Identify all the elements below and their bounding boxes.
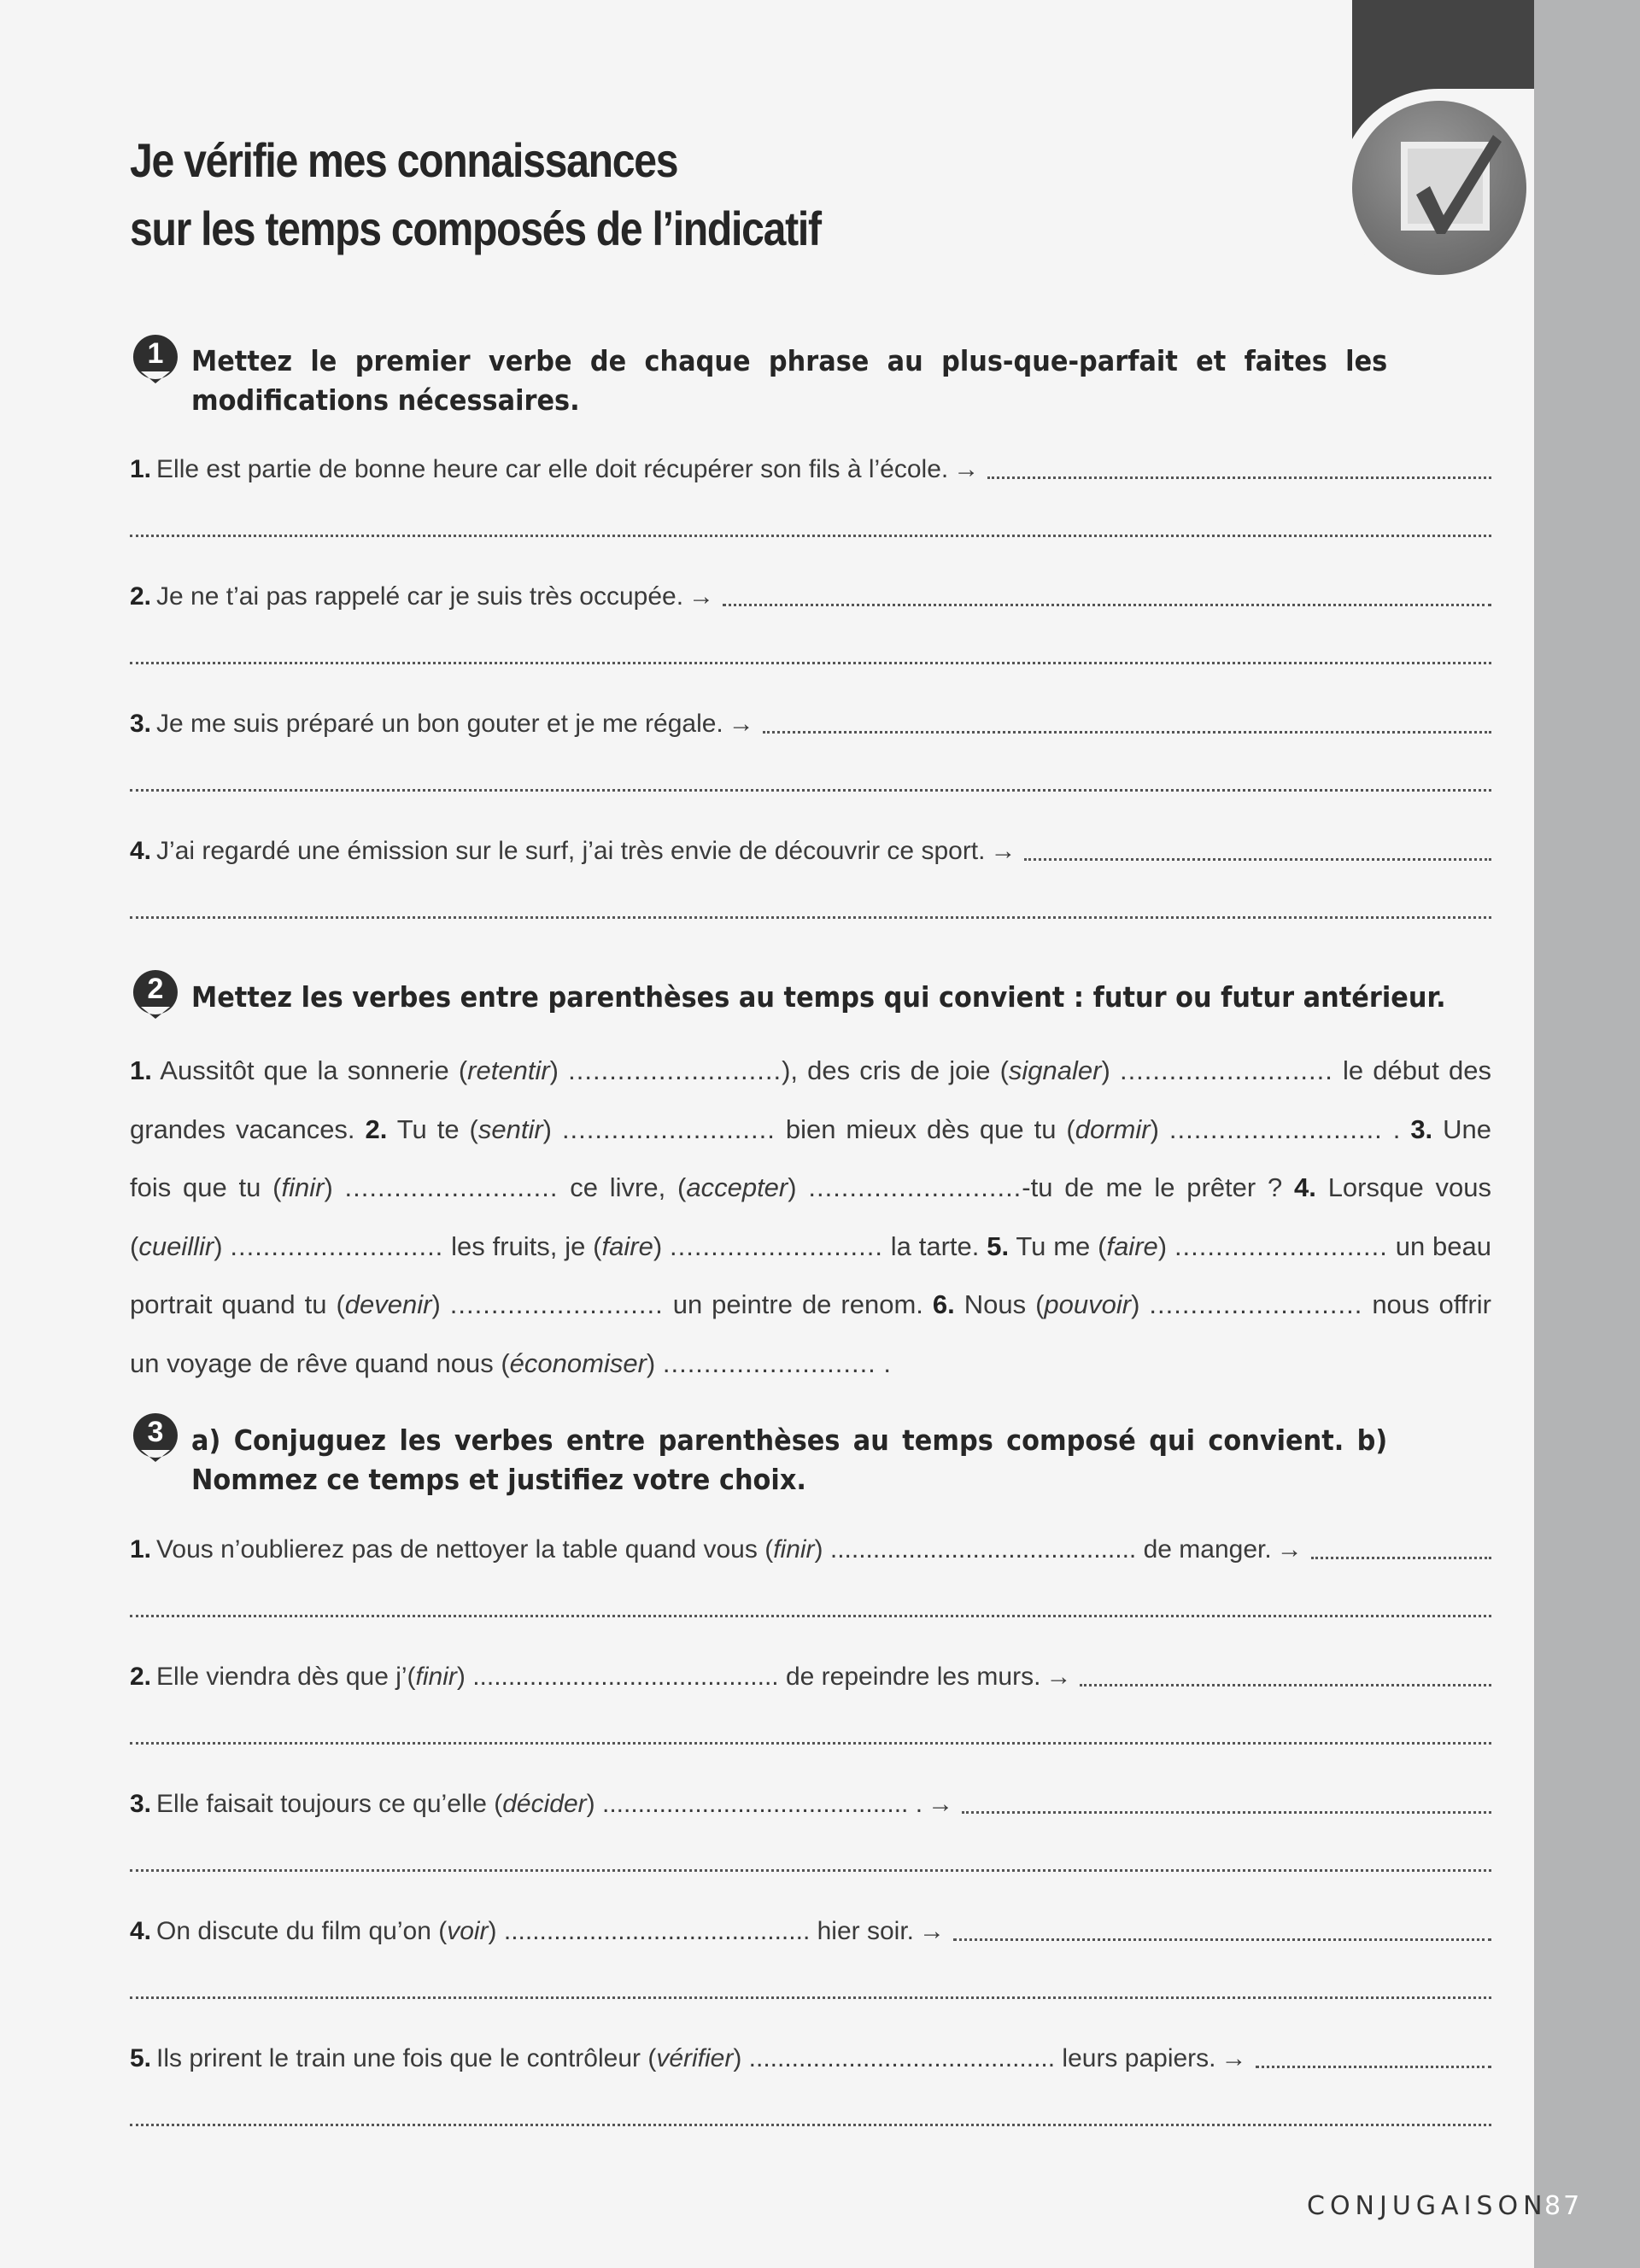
item-number: 2. (130, 1663, 152, 1691)
exercise-number-2 (131, 967, 180, 1020)
text: ) (646, 1347, 656, 1378)
page-title-line-1: Je vérifie mes connaissances (130, 133, 678, 187)
answer-blank[interactable]: .......................... (808, 1172, 1022, 1202)
text: Aussitôt que la sonnerie ( (160, 1055, 468, 1085)
text: ) (549, 1055, 559, 1085)
verb: retentir (467, 1055, 550, 1085)
item-text: Je ne t’ai pas rappelé car je suis très occupée. (156, 582, 684, 611)
exercise-number-label: 3 (147, 1416, 164, 1448)
item-text: Je me suis préparé un bon gouter et je me régale. (156, 710, 723, 738)
arrow-icon: → (953, 455, 980, 483)
text: ) (653, 1230, 663, 1261)
answer-line[interactable] (130, 535, 1491, 537)
answer-line[interactable] (130, 1869, 1491, 1872)
footer-section: CONJUGAISON (1307, 2191, 1548, 2221)
page-number: 87 (1544, 2191, 1583, 2221)
item-number: 5. (130, 2044, 152, 2072)
ex3-item-4[interactable] (130, 1908, 1491, 1949)
answer-blank[interactable]: .......................... (230, 1230, 444, 1261)
text: ) (542, 1114, 552, 1144)
item-number: 4. (130, 837, 152, 865)
verb: finir (415, 1663, 457, 1691)
text: ce livre, ( (570, 1172, 687, 1202)
item-number: 2. (130, 582, 152, 611)
item-text: Elle faisait toujours ce qu’elle ( (156, 1790, 503, 1818)
arrow-icon: → (1046, 1663, 1072, 1691)
item-text: ) ........................................... de repeindre les murs. (456, 1663, 1041, 1691)
verb: dormir (1075, 1114, 1151, 1144)
ex3-item-5[interactable] (130, 2035, 1491, 2076)
ex1-item-4[interactable] (130, 827, 1491, 868)
item-number: 4. (1294, 1172, 1316, 1202)
answer-blank[interactable] (1311, 1557, 1491, 1559)
item-text: ) ........................................... hier soir. (488, 1917, 914, 1945)
page-title (130, 126, 1085, 263)
text: ) (1101, 1055, 1110, 1085)
text: . (876, 1347, 892, 1378)
item-number: 1. (130, 1055, 152, 1085)
answer-blank[interactable] (962, 1811, 1491, 1814)
answer-line[interactable] (130, 789, 1491, 792)
answer-blank[interactable]: .......................... (670, 1230, 883, 1261)
answer-blank[interactable] (723, 604, 1491, 606)
text: Lorsque vous ( (130, 1172, 1491, 1261)
exercise-number-3 (131, 1411, 180, 1464)
text: un peintre de renom. (672, 1289, 923, 1319)
verb: devenir (344, 1289, 432, 1319)
item-text: ) ........................................... de manger. (814, 1535, 1272, 1564)
answer-blank[interactable] (987, 476, 1491, 479)
ex3-item-1[interactable] (130, 1526, 1491, 1567)
item-text: Ils prirent le train une fois que le contrôleur ( (156, 2044, 657, 2072)
text: Tu me ( (1016, 1230, 1107, 1261)
ex1-item-2[interactable] (130, 573, 1491, 614)
verb: signaler (1008, 1055, 1102, 1085)
answer-blank[interactable] (1024, 858, 1491, 861)
item-text: On discute du film qu’on ( (156, 1917, 448, 1945)
arrow-icon: → (728, 710, 754, 738)
answer-line[interactable] (130, 2124, 1491, 2126)
item-number: 4. (130, 1917, 152, 1945)
text: ) (1157, 1230, 1168, 1261)
text: ) (214, 1230, 223, 1261)
answer-blank[interactable]: .......................... (1119, 1055, 1333, 1085)
item-number: 2. (365, 1114, 388, 1144)
item-text: Elle est partie de bonne heure car elle doit récupérer son fils à l’école. (156, 455, 949, 483)
answer-blank[interactable]: .......................... (1174, 1230, 1388, 1261)
exercise-2-paragraph (130, 1042, 1491, 1393)
answer-line[interactable] (130, 1996, 1491, 1999)
item-number: 1. (130, 1535, 152, 1564)
text: ) (1150, 1114, 1159, 1144)
answer-blank[interactable] (1080, 1684, 1491, 1686)
text: . (1382, 1114, 1401, 1144)
text: ) (324, 1172, 333, 1202)
item-number: 3. (1410, 1114, 1433, 1144)
item-text: Elle viendra dès que j’( (156, 1663, 416, 1691)
exercise-number-1 (131, 332, 180, 385)
text: le début des grandes vacances. (130, 1055, 1491, 1144)
exercise-number-label: 1 (147, 337, 164, 370)
answer-blank[interactable]: .......................... (662, 1347, 876, 1378)
item-number: 6. (932, 1289, 955, 1319)
answer-blank[interactable]: .......................... (449, 1289, 664, 1319)
arrow-icon: → (1276, 1535, 1303, 1564)
item-number: 3. (130, 710, 152, 738)
verb: finir (281, 1172, 325, 1202)
arrow-icon: → (919, 1917, 945, 1945)
text: Nous ( (964, 1289, 1045, 1319)
answer-line[interactable] (130, 1615, 1491, 1617)
answer-blank[interactable] (953, 1938, 1491, 1941)
arrow-icon: → (990, 837, 1016, 865)
answer-blank[interactable]: .......................... (344, 1172, 559, 1202)
item-number: 3. (130, 1790, 152, 1818)
exercise-3-instruction: a) Conjuguez les verbes entre parenthèses au temps composé qui convient. b) Nommez ce temps et justifiez votre choix. (191, 1423, 1388, 1496)
text: ), (782, 1055, 798, 1085)
text: -tu de me le prêter ? (1022, 1172, 1283, 1202)
ex3-item-2[interactable] (130, 1653, 1491, 1694)
text: Une fois que tu ( (130, 1114, 1491, 1202)
answer-line[interactable] (130, 662, 1491, 664)
text: nous offrir un voyage de rêve quand nous ( (130, 1289, 1491, 1378)
item-text: Vous n’oublierez pas de nettoyer la table quand vous ( (156, 1535, 774, 1564)
verb: cueillir (138, 1230, 214, 1261)
verb: faire (601, 1230, 653, 1261)
item-text: ) ........................................... . (586, 1790, 923, 1818)
text: Tu te ( (396, 1114, 478, 1144)
verb: économiser (509, 1347, 647, 1378)
answer-blank[interactable]: .......................... (561, 1114, 776, 1144)
item-number: 5. (987, 1230, 1010, 1261)
arrow-icon: → (688, 582, 715, 611)
verb: faire (1106, 1230, 1158, 1261)
arrow-icon: → (928, 1790, 954, 1818)
verb: accepter (686, 1172, 788, 1202)
answer-line[interactable] (130, 1742, 1491, 1745)
text: bien mieux dès que tu ( (785, 1114, 1075, 1144)
side-strip (1534, 0, 1640, 2268)
verb: finir (773, 1535, 815, 1564)
text: des cris de joie ( (807, 1055, 1009, 1085)
item-text: ) ........................................... leurs papiers. (733, 2044, 1216, 2072)
verb: voir (447, 1917, 489, 1945)
answer-line[interactable] (130, 916, 1491, 919)
ex1-item-1[interactable] (130, 446, 1491, 487)
exercise-number-label: 2 (147, 973, 164, 1005)
text: ) (1131, 1289, 1140, 1319)
answer-blank[interactable]: .......................... (568, 1055, 782, 1085)
verb: vérifier (656, 2044, 734, 2072)
exercise-1-instruction: Mettez le premier verbe de chaque phrase au plus-que-parfait et faites les modifications nécessaires. (191, 344, 1388, 417)
exercise-2-instruction: Mettez les verbes entre parenthèses au temps qui convient : futur ou futur antérieur. (191, 980, 1446, 1014)
answer-blank[interactable]: .......................... (1149, 1289, 1363, 1319)
text: la tarte. (890, 1230, 980, 1261)
arrow-icon: → (1221, 2044, 1247, 2072)
answer-blank[interactable] (1256, 2066, 1492, 2068)
verb: pouvoir (1044, 1289, 1132, 1319)
verb: décider (502, 1790, 587, 1818)
ex1-item-3[interactable] (130, 700, 1491, 741)
answer-blank[interactable]: .......................... (1168, 1114, 1383, 1144)
text: les fruits, je ( (451, 1230, 602, 1261)
ex3-item-3[interactable] (130, 1780, 1491, 1821)
answer-blank[interactable] (763, 731, 1491, 734)
item-text: J’ai regardé une émission sur le surf, j’ai très envie de découvrir ce sport. (156, 837, 986, 865)
item-number: 1. (130, 455, 152, 483)
text: ) (788, 1172, 797, 1202)
text: un beau portrait quand tu ( (130, 1230, 1491, 1319)
check-icon (1392, 120, 1512, 239)
verb: sentir (477, 1114, 543, 1144)
page-title-line-2: sur les temps composés de l’indicatif (130, 202, 821, 255)
text: ) (431, 1289, 441, 1319)
